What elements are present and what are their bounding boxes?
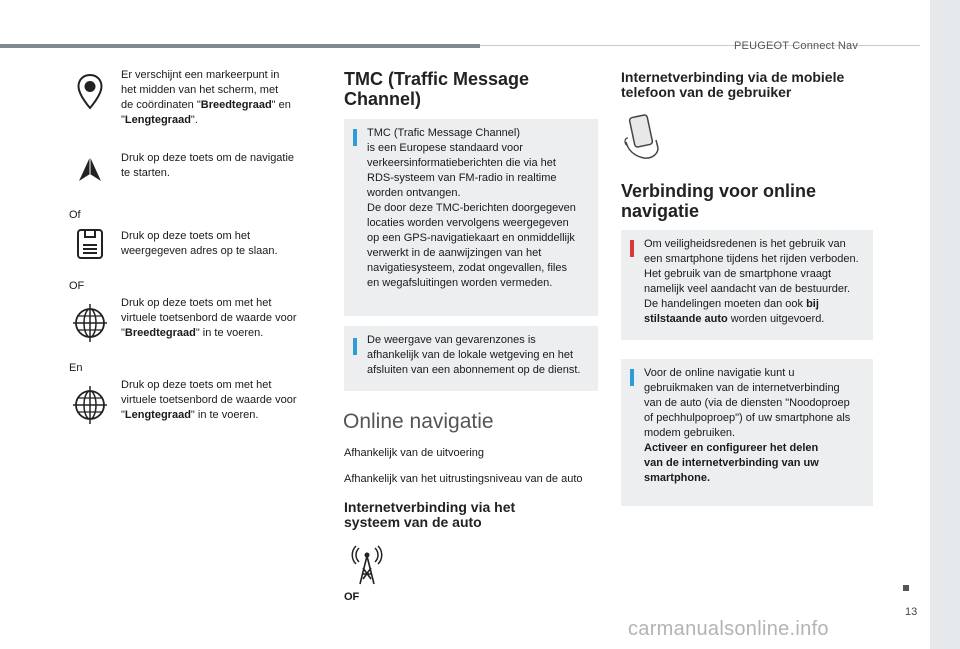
page-number: 13 [905,606,918,618]
info-icon [630,369,634,386]
phone-hand-icon [620,112,668,162]
safety-warning-text: Om veiligheidsredenen is het gebruik van een smartphone tijdens het rijden verboden. Het gebruik van de smartphone vraagt namelijk veel aandacht van de bestuurder. De handelingen moeten dan ook bij stilstaande auto worden uitgevoerd. [644,238,859,325]
top-rule [0,44,480,48]
save-address-description: Druk op deze toets om het weergegeven adres op te slaan. [121,230,278,257]
latitude-entry-description: Druk op deze toets om met het virtuele toetsenbord de waarde voor "Breedtegraad" in te voeren. [121,297,297,339]
map-marker-icon [76,73,104,111]
connection-info-text: Voor de online navigatie kunt u gebruikmaken van de internetverbinding van de auto (via de diensten "Noodoproep of pechhulpoproep") of uw smartphone als modem gebruiken. Activeer en configureer het delen van de internetverbinding van uw smartphone. [644,367,851,484]
watermark: carmanualsonline.info [628,618,829,640]
globe-grid-icon [73,384,107,426]
save-icon [76,228,104,260]
danger-zone-info-box [344,326,598,391]
online-connection-heading: Verbinding voor online navigatie [621,181,817,221]
safety-warning-box [621,230,873,340]
online-navigation-heading: Online navigatie [343,410,494,433]
danger-zone-info-text: De weergave van gevarenzones is afhankelijk van de lokale wetgeving en het afsluiten van een abonnement op de dienst. [367,334,581,376]
marker-description: Er verschijnt een markeerpunt in het midden van het scherm, met de coördinaten "Breedtegraad" en "Lengtegraad". [121,69,291,126]
navigation-arrow-icon [77,155,103,183]
phone-connection-heading: Internetverbinding via de mobiele telefoon van de gebruiker [621,69,845,100]
info-icon [353,338,357,355]
connector-of-upper: OF [69,280,85,292]
tmc-info-box [344,119,598,316]
of-label: OF [344,591,360,603]
continue-marker [903,585,909,591]
warning-icon [630,240,634,257]
dependency-equipment: Afhankelijk van het uitrustingsniveau van de auto [344,473,583,485]
globe-grid-icon [73,302,107,344]
start-navigation-description: Druk op deze toets om de navigatie te starten. [121,152,295,179]
tmc-info-text: TMC (Trafic Message Channel) is een Europese standaard voor verkeersinformatieberichten die via het RDS-systeem van FM-radio in realtime worden ontvangen. De door deze TMC-berichten doorgegeven locaties worden vervolgens weergegeven op een GPS-navigatiekaart en onmiddellijk verwerkt in de aanwijzingen van het navigatiesysteem, zodat ongevallen, files en wegafsluitingen worden vermeden. [367,127,576,289]
connection-info-box [621,359,873,506]
connector-en: En [69,362,83,374]
info-icon [353,129,357,146]
longitude-entry-description: Druk op deze toets om met het virtuele toetsenbord de waarde voor "Lengtegraad" in te voeren. [121,379,297,421]
antenna-icon [350,544,384,586]
header-label: PEUGEOT Connect Nav [734,40,859,52]
tmc-heading: TMC (Traffic Message Channel) [344,69,530,109]
dependency-version: Afhankelijk van de uitvoering [344,447,485,459]
car-system-connection-heading: Internetverbinding via het systeem van de auto [344,499,516,530]
connector-of: Of [69,209,81,221]
side-strip [930,0,960,649]
